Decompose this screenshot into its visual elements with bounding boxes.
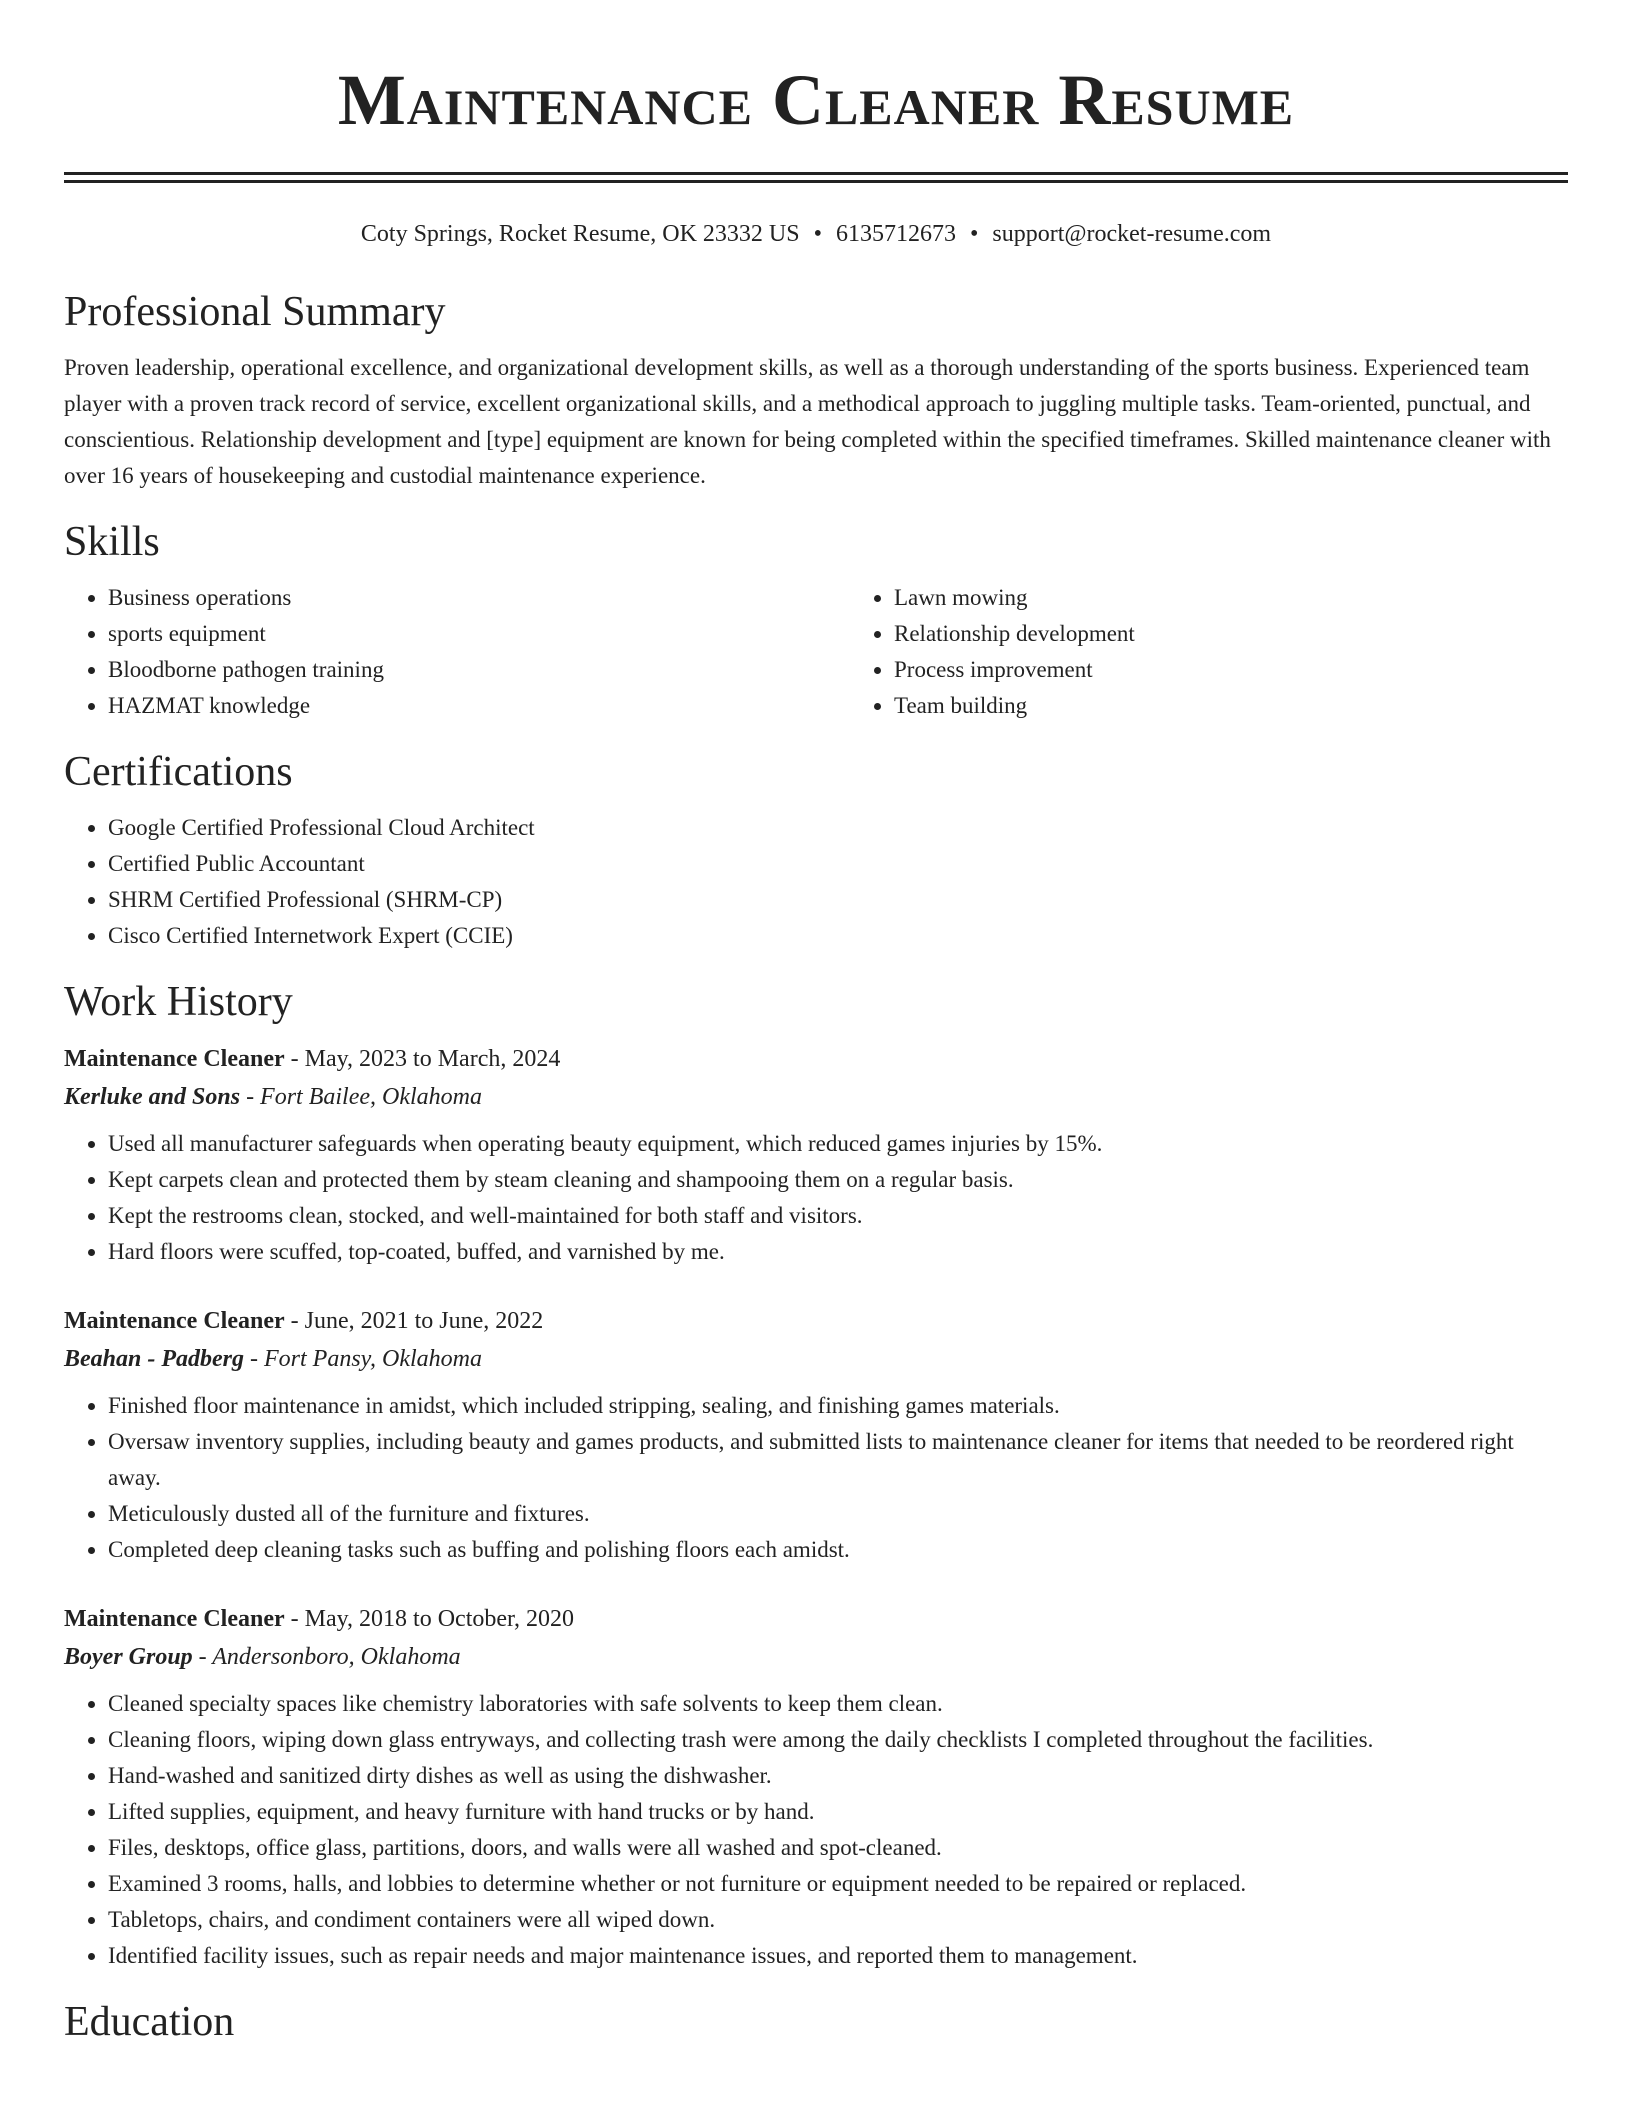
job-bullet: • Kept carpets clean and protected them by steam cleaning and shampooing them on a regular basis. — [108, 1162, 1568, 1198]
summary-section — [64, 286, 1568, 494]
job-bullets — [64, 1388, 1568, 1568]
job-title-line — [64, 1040, 1568, 1078]
contact-separator: • — [969, 221, 979, 247]
contact-phone: 6135712673 — [835, 221, 956, 247]
certification-item: • Certified Public Accountant — [108, 846, 1568, 882]
contact-line — [64, 218, 1568, 250]
work-history-section — [64, 976, 1568, 1974]
work-history-heading: Work History — [64, 979, 293, 1025]
job-bullet: • Identified facility issues, such as repair needs and major maintenance issues, and reported them to management. — [108, 1938, 1568, 1974]
education-section — [64, 1996, 1568, 2048]
job-title: Maintenance Cleaner — [64, 1606, 285, 1632]
job-company: Beahan - Padberg — [64, 1346, 244, 1372]
education-heading: Education — [64, 1999, 235, 2045]
job-bullet: • Completed deep cleaning tasks such as buffing and polishing floors each amidst. — [108, 1532, 1568, 1568]
job-bullets — [64, 1126, 1568, 1270]
skills-grid — [64, 580, 1568, 724]
contact-address: Coty Springs, Rocket Resume, OK 23332 US — [360, 221, 800, 247]
job-location: - Fort Bailee, Oklahoma — [240, 1084, 483, 1110]
job-bullet: • Files, desktops, office glass, partitions, doors, and walls were all washed and spot-cleaned. — [108, 1830, 1568, 1866]
job-entry — [64, 1302, 1568, 1568]
job-title-line — [64, 1600, 1568, 1638]
job-entry — [64, 1600, 1568, 1974]
certification-item: • Cisco Certified Internetwork Expert (CCIE) — [108, 918, 1568, 954]
certification-item: • SHRM Certified Professional (SHRM-CP) — [108, 882, 1568, 918]
job-bullet: • Lifted supplies, equipment, and heavy furniture with hand trucks or by hand. — [108, 1794, 1568, 1830]
job-dates: - June, 2021 to June, 2022 — [284, 1308, 544, 1334]
job-bullet: • Cleaned specialty spaces like chemistry laboratories with safe solvents to keep them clean. — [108, 1686, 1568, 1722]
skill-item: • Bloodborne pathogen training — [108, 652, 850, 688]
certifications-section — [64, 746, 1568, 954]
title-divider — [64, 172, 1568, 183]
job-bullet: • Kept the restrooms clean, stocked, and well-maintained for both staff and visitors. — [108, 1198, 1568, 1234]
skill-item: • Relationship development — [894, 616, 1135, 652]
skills-list-left — [64, 580, 850, 724]
job-company-line — [64, 1638, 1568, 1676]
job-bullet: • Tabletops, chairs, and condiment containers were all wiped down. — [108, 1902, 1568, 1938]
job-bullet: • Hard floors were scuffed, top-coated, buffed, and varnished by me. — [108, 1234, 1568, 1270]
job-company-line — [64, 1340, 1568, 1378]
job-bullet: • Hand-washed and sanitized dirty dishes as well as using the dishwasher. — [108, 1758, 1568, 1794]
skills-section — [64, 516, 1568, 724]
job-dates: - May, 2018 to October, 2020 — [284, 1606, 575, 1632]
page-title: Maintenance Cleaner Resume — [337, 60, 1295, 140]
job-title: Maintenance Cleaner — [64, 1308, 285, 1334]
job-bullets — [64, 1686, 1568, 1974]
skills-heading: Skills — [64, 519, 160, 565]
contact-email: support@rocket-resume.com — [992, 221, 1272, 247]
certifications-heading: Certifications — [64, 749, 293, 795]
job-company: Kerluke and Sons — [64, 1084, 241, 1110]
job-entry — [64, 1040, 1568, 1270]
summary-heading: Professional Summary — [64, 289, 446, 335]
skill-item: • sports equipment — [108, 616, 850, 652]
job-bullet: • Finished floor maintenance in amidst, which included stripping, sealing, and finishing games materials. — [108, 1388, 1568, 1424]
skill-item: • HAZMAT knowledge — [108, 688, 850, 724]
certification-item: • Google Certified Professional Cloud Architect — [108, 810, 1568, 846]
job-company-line — [64, 1078, 1568, 1116]
job-bullet: • Oversaw inventory supplies, including beauty and games products, and submitted lists to maintenance cleaner for items that needed to be reordered right away. — [108, 1424, 1568, 1496]
job-title: Maintenance Cleaner — [64, 1046, 285, 1072]
job-location: - Andersonboro, Oklahoma — [192, 1644, 461, 1670]
skills-list-right — [850, 580, 1135, 724]
skill-item: • Lawn mowing — [894, 580, 1135, 616]
job-bullet: • Cleaning floors, wiping down glass entryways, and collecting trash were among the daily checklists I completed throughout the facilities. — [108, 1722, 1568, 1758]
job-bullet: • Used all manufacturer safeguards when operating beauty equipment, which reduced games injuries by 15%. — [108, 1126, 1568, 1162]
job-location: - Fort Pansy, Oklahoma — [244, 1346, 482, 1372]
job-dates: - May, 2023 to March, 2024 — [284, 1046, 561, 1072]
job-bullet: • Meticulously dusted all of the furniture and fixtures. — [108, 1496, 1568, 1532]
skill-item: • Process improvement — [894, 652, 1135, 688]
skill-item: • Business operations — [108, 580, 850, 616]
skill-item: • Team building — [894, 688, 1135, 724]
certifications-list — [64, 810, 1568, 954]
contact-separator: • — [813, 221, 822, 247]
job-title-line — [64, 1302, 1568, 1340]
job-bullet: • Examined 3 rooms, halls, and lobbies to determine whether or not furniture or equipment needed to be repaired or replaced. — [108, 1866, 1568, 1902]
job-company: Boyer Group — [64, 1644, 193, 1670]
summary-text: Proven leadership, operational excellence, and organizational development skills, as well as a thorough understanding of the sports business. Experienced team player with a proven track record of service, excellent organizational skills, and a methodical approach to juggling multiple tasks. Team-oriented, punctual, and conscientious. Relationship development and [type] equipment are known for being completed within the specified timeframes. Skilled maintenance cleaner with over 16 years of housekeeping and custodial maintenance experience. — [64, 355, 1551, 488]
